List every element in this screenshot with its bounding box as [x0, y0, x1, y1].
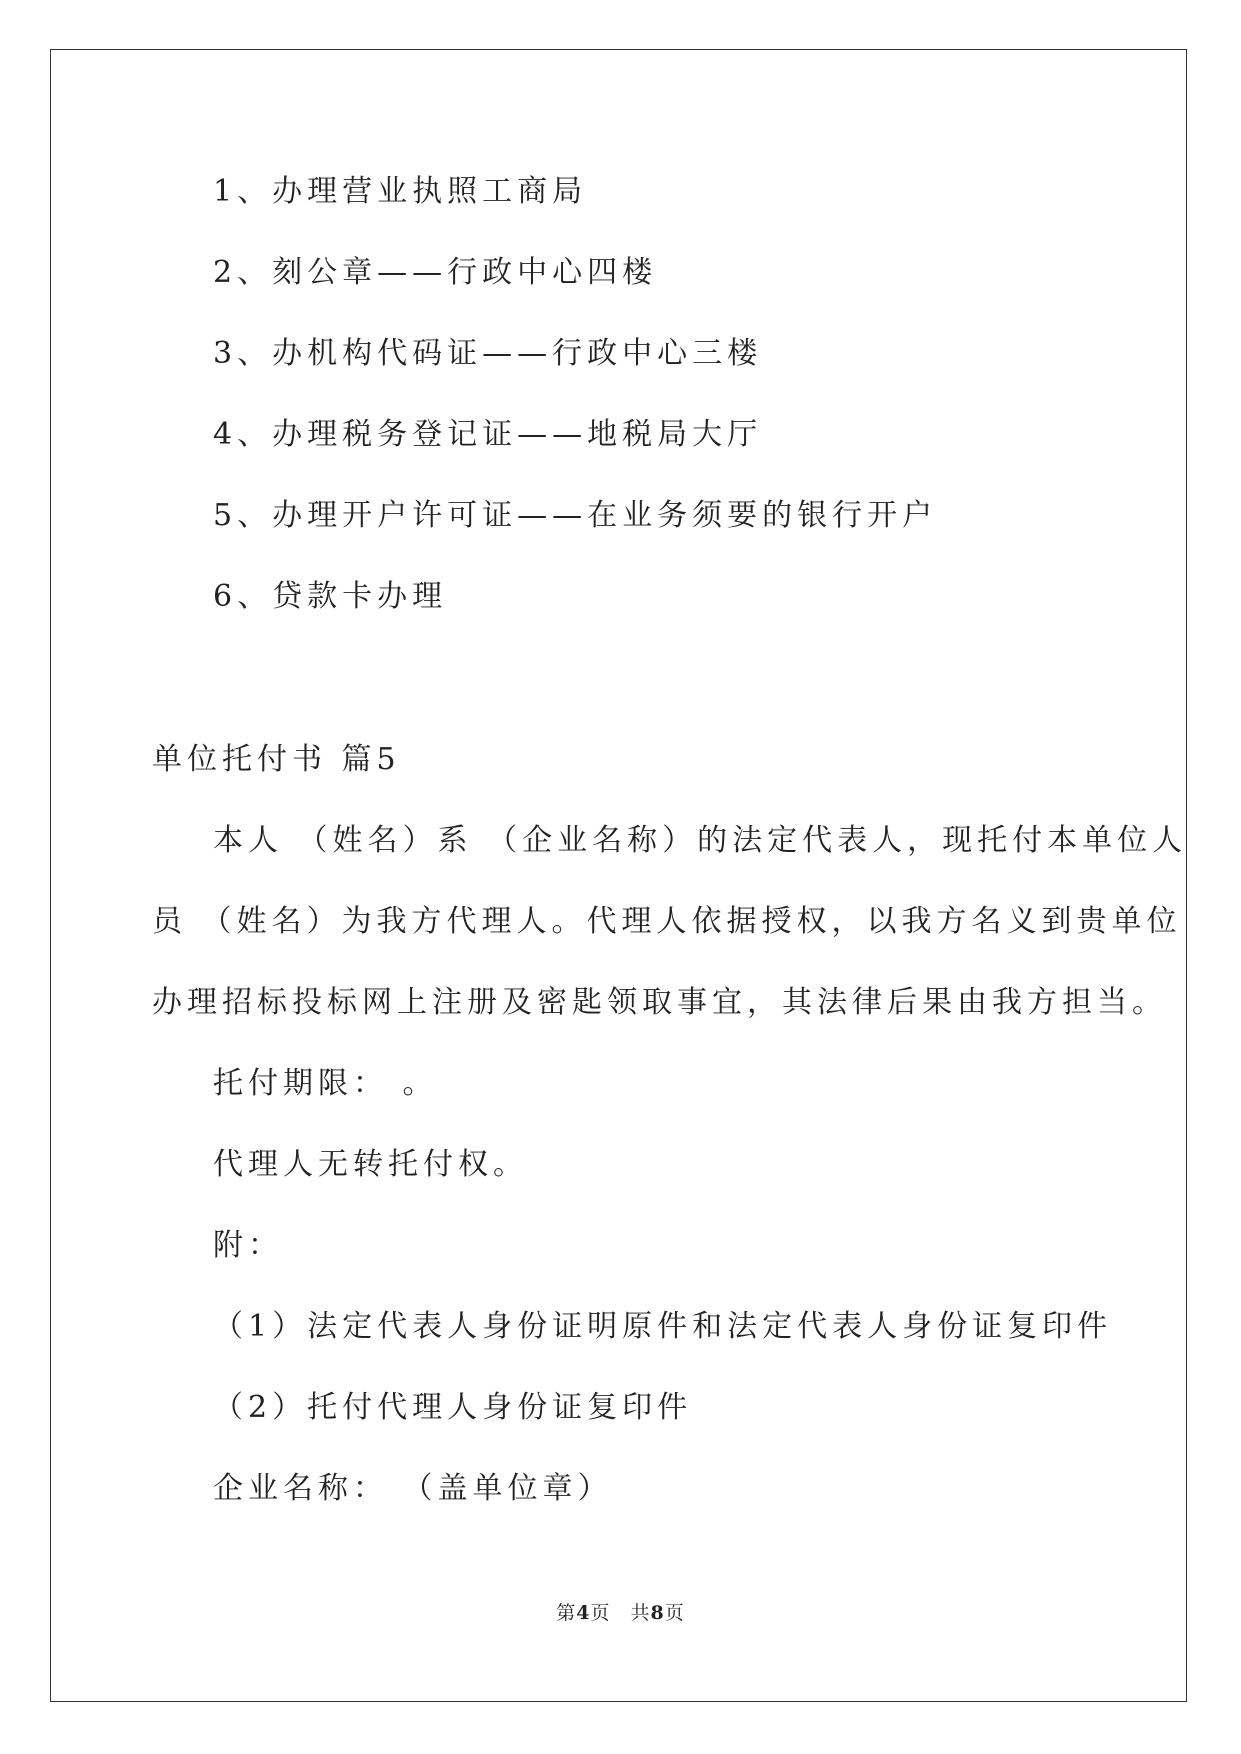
page-footer [0, 1598, 1241, 1625]
body-paragraph-line: 员 （姓名）为我方代理人。代理人依据授权，以我方名义到贵单位 [152, 904, 1182, 939]
footer-prefix: 第 [556, 1602, 577, 1624]
list-item: 3、办机构代码证——行政中心三楼 [213, 336, 763, 371]
total-page-number: 8 [650, 1602, 665, 1624]
attachment-item: （2）托付代理人身份证复印件 [213, 1390, 693, 1425]
footer-suffix: 页 [664, 1602, 685, 1624]
body-paragraph-line: 办理招标投标网上注册及密匙领取事宜，其法律后果由我方担当。 [152, 985, 1167, 1020]
list-item: 4、办理税务登记证——地税局大厅 [213, 417, 763, 452]
list-item: 5、办理开户许可证——在业务须要的银行开户 [213, 498, 938, 533]
page-border [50, 49, 1187, 1702]
no-redelegation-note: 代理人无转托付权。 [213, 1147, 528, 1182]
section-heading: 单位托付书 篇5 [152, 742, 401, 777]
current-page-number: 4 [576, 1602, 591, 1624]
footer-mid: 页 共 [590, 1602, 651, 1624]
body-paragraph-line: 本人 （姓名）系 （企业名称）的法定代表人，现托付本单位人 [213, 823, 1188, 858]
company-name-line: 企业名称： （盖单位章） [213, 1471, 613, 1506]
list-item: 1、办理营业执照工商局 [213, 174, 588, 209]
list-item: 6、贷款卡办理 [213, 579, 448, 614]
list-item: 2、刻公章——行政中心四楼 [213, 255, 658, 290]
attachment-label: 附： [213, 1228, 283, 1263]
attachment-item: （1）法定代表人身份证明原件和法定代表人身份证复印件 [213, 1309, 1113, 1344]
entrustment-period: 托付期限： 。 [213, 1066, 438, 1101]
